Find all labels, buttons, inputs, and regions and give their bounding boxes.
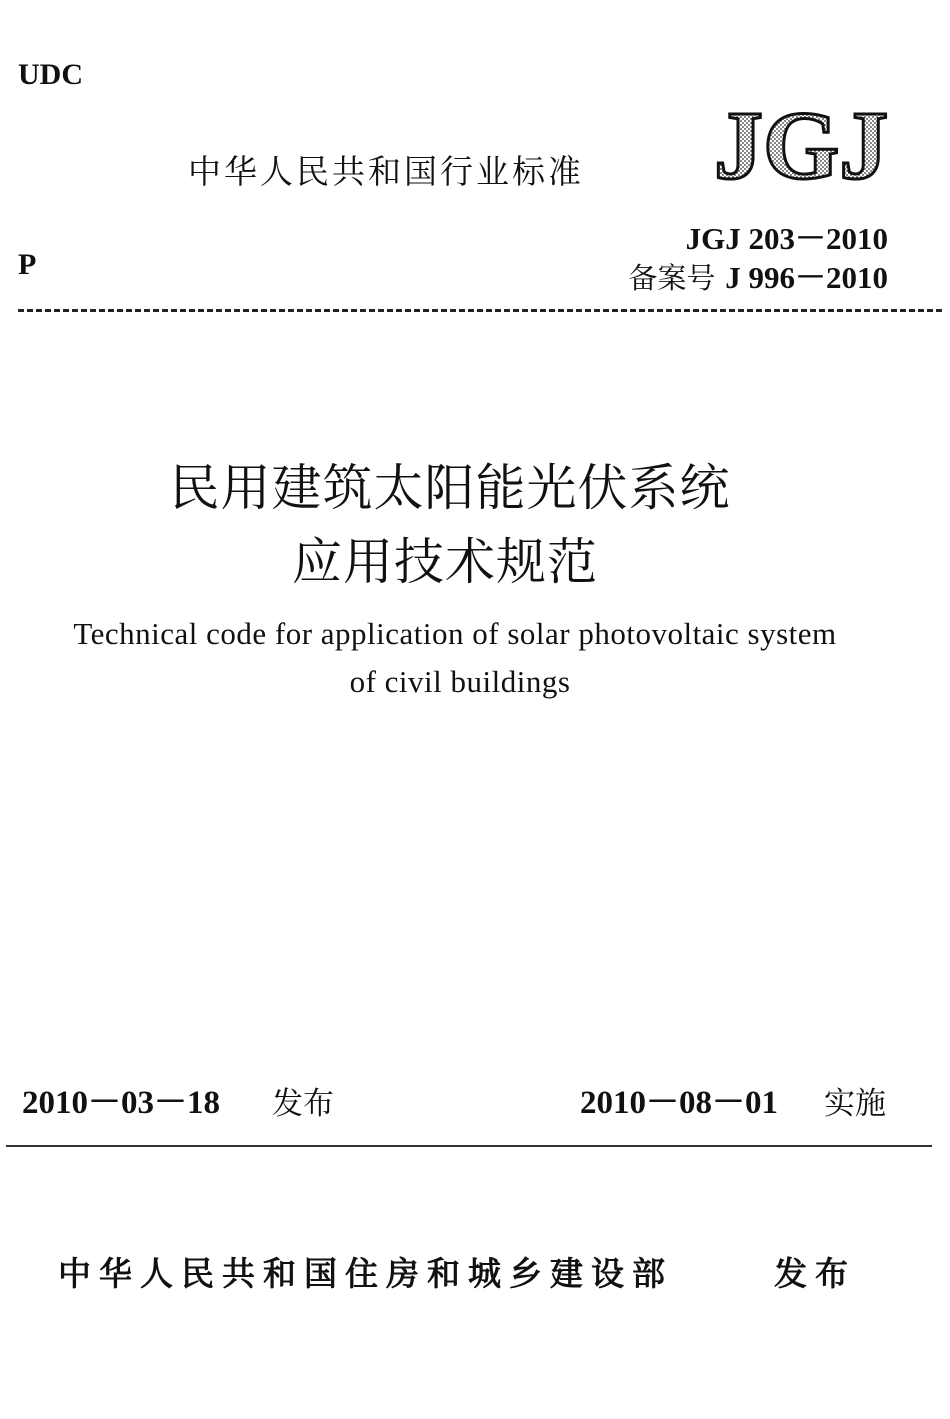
- bottom-divider: [6, 1145, 932, 1147]
- title-chinese-line-1: 民用建筑太阳能光伏系统: [169, 459, 731, 517]
- top-divider: [18, 309, 942, 312]
- record-label: 备案号: [628, 261, 716, 295]
- record-line: [628, 252, 888, 297]
- title-english-line-1: Technical code for application of solar photovoltaic system: [73, 616, 837, 651]
- record-number: J 996－2010: [725, 260, 888, 295]
- title-chinese-line-2: 应用技术规范: [292, 533, 598, 591]
- issue-label: 发布: [272, 1086, 334, 1122]
- issue-date: 2010－03－18: [22, 1085, 220, 1121]
- udc-label: UDC: [18, 58, 83, 91]
- publisher: 中华人民共和国住房和城乡建设部: [58, 1254, 673, 1293]
- implement-date: 2010－08－01: [580, 1085, 778, 1121]
- logo-text: JGJ: [714, 92, 889, 184]
- classification-label: P: [18, 248, 37, 281]
- title-english-line-2: of civil buildings: [349, 664, 571, 699]
- implement-label: 实施: [824, 1086, 886, 1122]
- publisher-label: 发布: [774, 1254, 856, 1293]
- jgj-logo: [712, 92, 894, 184]
- standard-code: JGJ 203－2010: [685, 221, 888, 256]
- standard-type: 中华人民共和国行业标准: [188, 152, 584, 191]
